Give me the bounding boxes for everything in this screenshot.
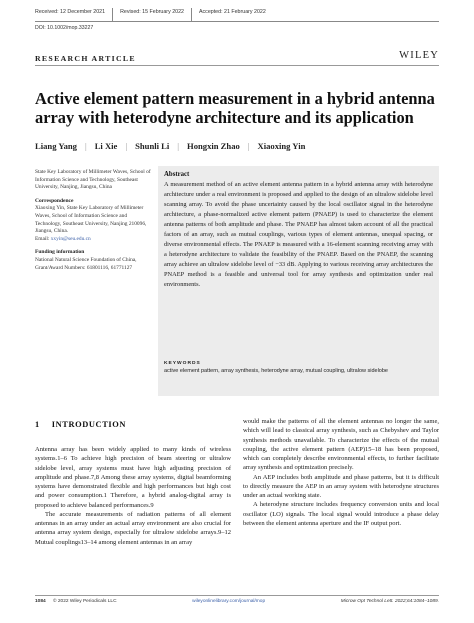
email-label: Email: (35, 235, 50, 242)
doi[interactable]: DOI: 10.1002/mop.33227 (35, 25, 94, 31)
author-name[interactable]: Li Xie (94, 141, 118, 151)
abstract-heading: Abstract (164, 171, 190, 178)
journal-citation: Microw Opt Technol Lett. 2022;64:1084–1089. (340, 599, 439, 604)
publisher-logo: WILEY (399, 50, 439, 61)
article-type: RESEARCH ARTICLE (35, 54, 136, 63)
paragraph: would make the patterns of all the element antennas no longer the same, which will lead to classical array synthesis, such as Chebyshev and Taylor synthesis methods unavailable. To characterize the effects of the mutual coupling, the active element pattern (AEP)15–18 has been proposed, which can completely describe environmental effects, to further facilitate array synthesis and optimization precisely. (243, 418, 439, 472)
revised-date: Revised: 15 February 2022 (120, 8, 192, 21)
author-name[interactable]: Hongxin Zhao (187, 141, 240, 151)
copyright: © 2022 Wiley Periodicals LLC (53, 599, 117, 604)
section-number: 1 (35, 420, 40, 429)
section-title: INTRODUCTION (51, 420, 127, 429)
keywords-label: KEYWORDS (164, 361, 201, 366)
keywords-text: active element pattern, array synthesis, heterodyne array, mutual coupling, ultralow sidelobe (164, 368, 388, 375)
header-divider (35, 65, 439, 66)
correspondence-heading: Correspondence (35, 197, 74, 204)
article-info-sidebar (35, 169, 153, 272)
left-column (35, 445, 231, 547)
affiliation: State Key Laboratory of Millimeter Waves, School of Information Science and Technology, Southeast University, Nanjing, Jiangsu, China (35, 169, 151, 191)
correspondence-text: Xiaoxing Yin, State Key Laboratory of Millimeter Waves, School of Information Science and Technology, Southeast University, Nanjing 210096, Jiangsu, China. (35, 205, 147, 235)
page-number: 1084 (35, 599, 46, 604)
paragraph: An AEP includes both amplitude and phase patterns, but it is difficult to directly measure the AEP in an array system with heterodyne structures under an actual working state. (243, 473, 439, 499)
funding-heading: Funding information (35, 249, 85, 256)
author-separator: | (177, 141, 180, 151)
author-name[interactable]: Liang Yang (35, 141, 77, 151)
paragraph: The accurate measurements of radiation patterns of all element antennas in an array under an actual array environment are also crucial for antenna array system design, especially for ultralow sidelobe arrays.9–12 Mutual couplings13–14 among element antennas in an array (35, 510, 231, 546)
author-name[interactable]: Xiaoxing Yin (257, 141, 306, 151)
email-line (35, 236, 153, 244)
abstract-text: A measurement method of an active element antenna pattern in a hybrid antenna array with heterodyne architecture under a real environment is proposed and applied to the design of an ultralow sidelobe level scanning array. To avoid the phase uncertainty caused by the local oscillator signal in the heterodyne architecture, a phase-normalized active element pattern (PNAEP) is used to characterize the element antenna patterns of both amplitude and phase. The PNAEP has almost taken account of all the practical factors of an array, such as mutual couplings, various types of element antennas, unequal spacing, or diverse environmental effects. The PNAEP is measured with a 16-element scanning receiving array with a heterodyne architecture to validate the feasibility of the PNAEP. Based on the PNAEP, the scanning array achieve an ultralow sidelobe level of −33 dB. Applying to various receiving array architectures the PNAEP method is a feasible and universal tool for array synthesis and optimization under real environments. (164, 181, 433, 289)
paragraph: A heterodyne structure includes frequency conversion units and local oscillator (LO) signals. The local signal would introduce a phase delay between the element antenna aperture and the IF output port. (243, 501, 439, 527)
keywords-block (158, 360, 439, 376)
author-separator: | (247, 141, 250, 151)
footer-left (35, 599, 117, 604)
right-column (243, 417, 439, 528)
author-separator: | (84, 141, 87, 151)
email-link[interactable]: xxyin@seu.edu.cn (50, 235, 91, 242)
journal-url[interactable]: wileyonlinelibrary.com/journal/mop (192, 599, 266, 604)
author-name[interactable]: Shunli Li (135, 141, 170, 151)
author-separator: | (125, 141, 128, 151)
author-list (35, 141, 305, 151)
article-title: Active element pattern measurement in a hybrid antenna array with heterodyne architecture and its application (35, 89, 435, 127)
paragraph: Antenna array has been widely applied to many kinds of wireless systems.1–6 To achieve high precision of beam steering or ultralow sidelobe level, array systems must have high adjusting precision of amplitude and phase.7,8 Among these array systems, digital beamforming systems have demonstrated flexible and high performances but high cost and power consumption.1 Therefore, a hybrid analog-digital array is proposed to achieve balanced performances.9 (35, 446, 231, 509)
received-date: Received: 12 December 2021 (35, 8, 113, 21)
section-heading (35, 420, 126, 429)
accepted-date: Accepted: 21 February 2022 (198, 9, 266, 15)
funding-text: National Natural Science Foundation of China, Grant/Award Numbers: 61801116, 61771127 (35, 256, 137, 271)
history-bar (35, 8, 439, 22)
page-footer (35, 595, 439, 604)
